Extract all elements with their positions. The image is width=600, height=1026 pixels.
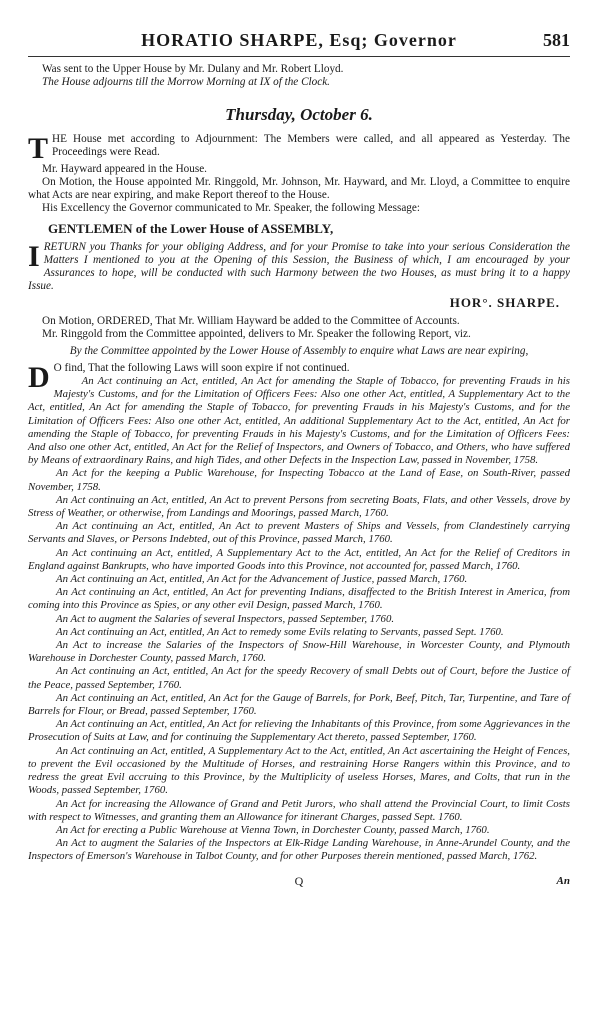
act-entry: An Act to augment the Salaries of several Inspectors, passed September, 1760.	[56, 612, 395, 625]
hayward-line: Mr. Hayward appeared in the House.	[42, 163, 207, 175]
act-entry: An Act continuing an Act, entitled, An Act for relieving the Inhabitants of this Province, from some Aggrievances in the Prosecution of Suits at Law, and for continuing the Supplementary Act thereto, passed September, 1760.	[28, 718, 570, 744]
drop-cap-d: D	[28, 361, 50, 394]
act-entry: An Act to increase the Salaries of the Inspectors of Snow-Hill Warehouse, in Worcester County, and Plymouth Warehouse in Dorchester County, passed March, 1760.	[28, 639, 570, 665]
opening-paragraph	[28, 132, 570, 165]
act-entry: An Act continuing an Act, entitled, An Act for the Advancement of Justice, passed March, 1760.	[56, 573, 468, 586]
session-date: Thursday, October 6.	[225, 105, 373, 124]
upper-house-line: Was sent to the Upper House by Mr. Dulany and Mr. Robert Lloyd.	[42, 63, 344, 75]
drop-cap-t: T	[28, 132, 49, 165]
report-intro: Mr. Ringgold from the Committee appointed, delivers to Mr. Speaker the following Report, viz.	[42, 328, 471, 340]
report-opening	[28, 361, 570, 394]
act-entry: An Act continuing an Act, entitled, An Act for preventing Indians, disaffected to the British Interest in America, from coming into this Province as Spies, or any other evil Design, passed March, 1760.	[28, 586, 570, 612]
catchword: An	[556, 874, 570, 887]
act-entry: An Act to augment the Salaries of the Inspectors at Elk-Ridge Landing Warehouse, in Anne-Arundel County, and the Inspectors of Emerson's Warehouse in Talbot County, and for other Purposes therein mentioned, passed March, 1762.	[28, 837, 570, 863]
act-entry: An Act for increasing the Allowance of Grand and Petit Jurors, who shall attend the Provincial Court, to limit Costs with respect to Witnesses, and granting them an Allowance for itinerant Charges, passed Sept. 1760.	[28, 797, 570, 823]
page-number: 581	[543, 30, 570, 50]
act-entry: An Act continuing an Act, entitled, A Supplementary Act to the Act, entitled, An Act for the Relief of Creditors in England against Bankrupts, who have imported Goods into this Province, not accounted for, passed March, 1760.	[28, 546, 570, 572]
ordered-motion: On Motion, ORDERED, That Mr. William Hayward be added to the Committee of Accounts.	[42, 315, 460, 327]
opening-text: HE House met according to Adjournment: The Members were called, and all appeared as Yesterday. The Proceedings were Read.	[52, 133, 570, 158]
report-opening-text: O find, That the following Laws will soon expire if not continued.	[53, 362, 350, 374]
act-entry: An Act continuing an Act, entitled, An Act to prevent Persons from secreting Boats, Flats, and other Vessels, drove by Stress of Weather, or otherwise, from Landings and Moorings, passed March, 1760.	[28, 493, 570, 520]
drop-cap-i: I	[28, 240, 40, 273]
act-entry: An Act continuing an Act, entitled, An Act to remedy some Evils relating to Servants, passed Sept. 1760.	[56, 625, 504, 638]
running-header	[28, 30, 570, 57]
committee-motion: On Motion, the House appointed Mr. Ringgold, Mr. Johnson, Mr. Hayward, and Mr. Lloyd, a Committee to enquire what Acts are near expiring, and make Report thereof to the House.	[28, 176, 570, 201]
adjournment-line: The House adjourns till the Morrow Morning at IX of the Clock.	[42, 76, 330, 88]
act-entry: An Act for erecting a Public Warehouse at Vienna Town, in Dorchester County, passed March, 1760.	[56, 823, 490, 836]
act-entry: An Act continuing an Act, entitled, An Act for amending the Staple of Tobacco, for preventing Frauds in his Majesty's Customs, and for the Limitation of Officers Fees: Also one other Act, entitled, A Supplementary Act to the Act, entitled, An Act for amending the Staple of Tobacco, for preventing Frauds in his Majesty's Customs, and for the Limitation of Officers Fees: Also one other Act, entitled, An additional Supplementary Act to the Act, entitled, An Act for amending the Staple of Tobacco, for preventing Frauds in his Majesty's Customs, and for the Limitation of Officers Fees: And also one other Act, entitled, An Act for the Relief of Inspectors, and Owners of Tobacco, and Others, who have suffered by Means of extraordinary Rains, and high Tides, and other Defects in the Inspection Law, passed in November, 1758.	[28, 375, 570, 467]
message-body	[28, 241, 570, 293]
act-entry: An Act continuing an Act, entitled, A Supplementary Act to the Act, entitled, An Act ascertaining the Height of Fences, to prevent the Evil occasioned by the Multitude of Horses, and restraining Horse Rangers within this Province, and to redress the great Evil accruing to this Province, by the Multiplicity of useless Horses, Mares, and Colts, that run in the Woods, passed September, 1760.	[28, 744, 570, 797]
message-salutation: GENTLEMEN of the Lower House of ASSEMBLY,	[48, 221, 334, 236]
act-entry: An Act continuing an Act, entitled, An Act for the Gauge of Barrels, for Pork, Beef, Pitch, Tar, Turpentine, and Tare of Barrels for Flour, or Bread, passed September, 1760.	[28, 691, 570, 718]
document-page	[28, 30, 570, 887]
act-entry: An Act for the keeping a Public Warehouse, for Inspecting Tobacco at the Land of Ease, on South-River, passed November, 1758.	[28, 467, 570, 493]
message-text: RETURN you Thanks for your obliging Address, and for your Promise to take into your serious Consideration the Matters I mentioned to you at the Opening of this Session, the Business of which, I am encouraged by your Assurances to hope, will be conducted with such Harmony between the two Houses, as must bring it to a happy Issue.	[28, 241, 570, 292]
governor-message-intro: His Excellency the Governor communicated to Mr. Speaker, the following Message:	[42, 202, 420, 214]
governor-signature: HOR°. SHARPE.	[449, 295, 560, 310]
act-entry: An Act continuing an Act, entitled, An Act to prevent Masters of Ships and Vessels, from Clandestinely carrying Servants and Slaves, or Persons Indebted, out of this Province, passed March, 1760.	[28, 520, 570, 546]
act-entry: An Act continuing an Act, entitled, An Act for the speedy Recovery of small Debts out of Court, before the Justice of the Peace, passed September, 1760.	[28, 665, 570, 691]
committee-heading: By the Committee appointed by the Lower House of Assembly to enquire what Laws are near expiring,	[69, 345, 529, 357]
signature-mark: Q	[294, 873, 304, 888]
acts-list	[28, 375, 570, 864]
running-title: HORATIO SHARPE, Esq; Governor	[141, 30, 457, 50]
